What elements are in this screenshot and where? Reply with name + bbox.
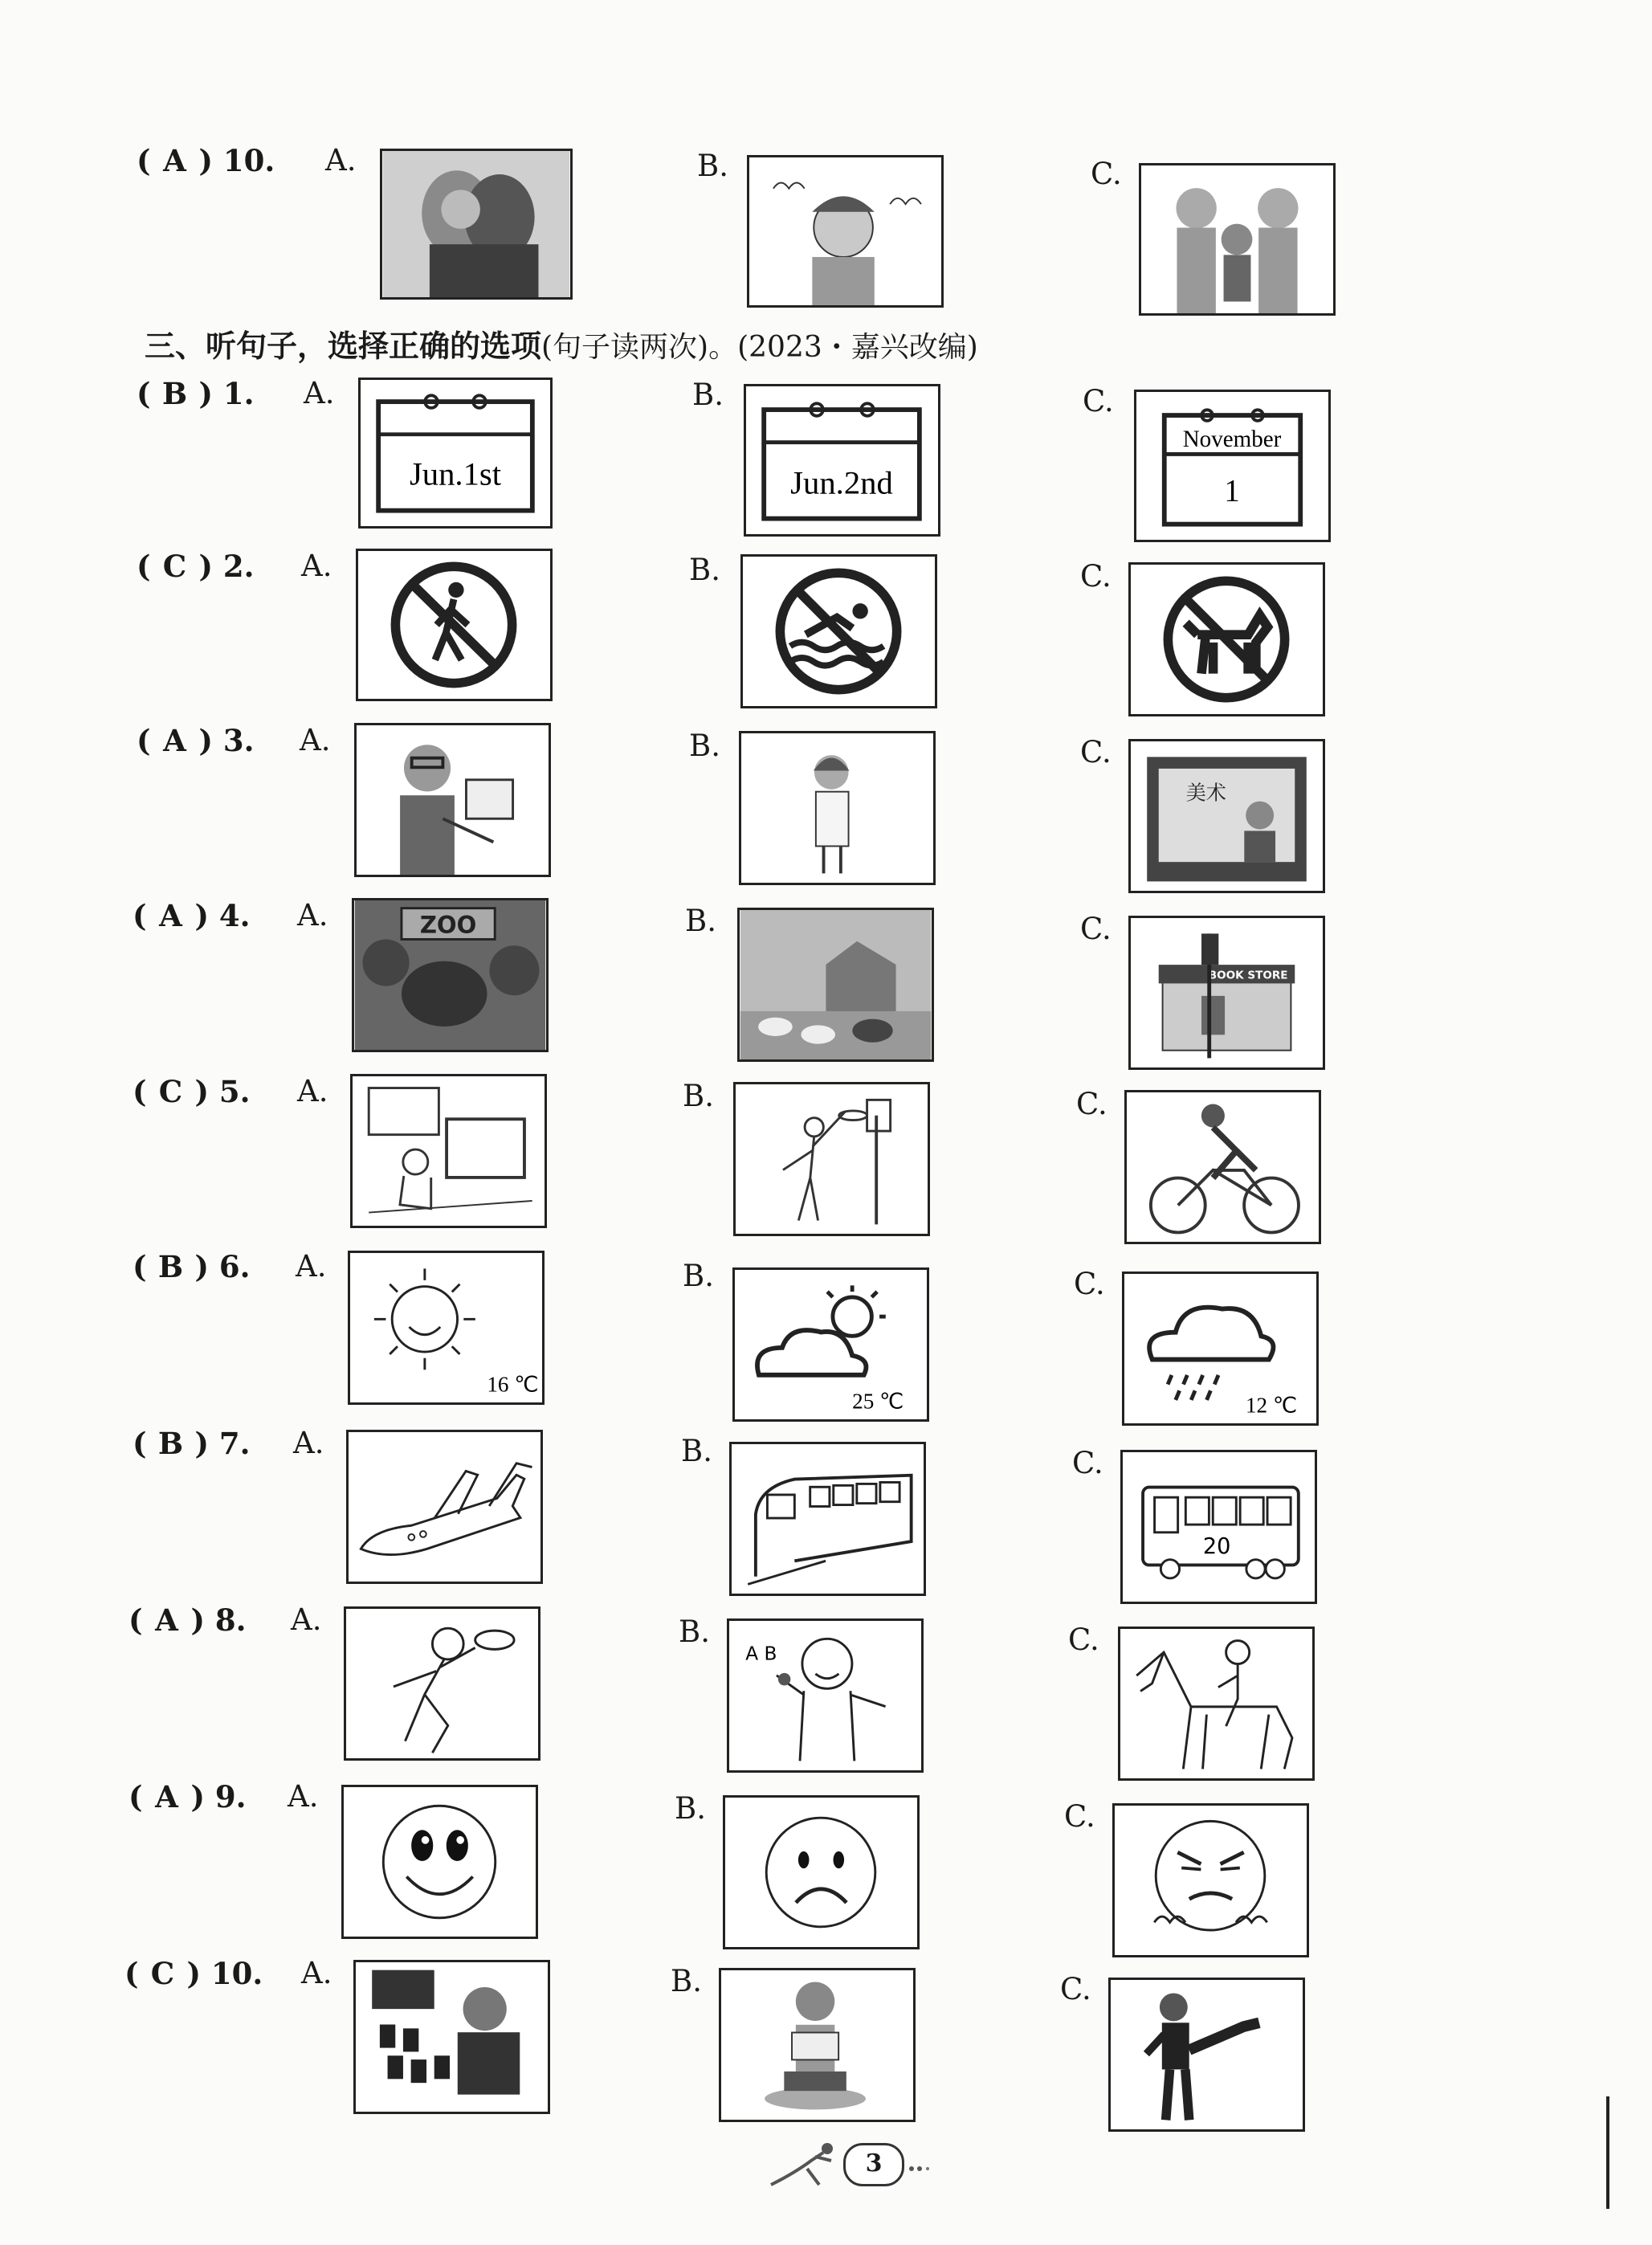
answer-mark: A bbox=[155, 1779, 178, 1814]
question-number: ( A ) 8. bbox=[128, 1602, 247, 1638]
cinema-picture bbox=[353, 1960, 550, 2114]
answer-mark: B bbox=[161, 376, 188, 411]
svg-text:20: 20 bbox=[1202, 1533, 1231, 1559]
answer-mark: A bbox=[163, 143, 186, 178]
singing-picture bbox=[727, 1618, 924, 1773]
option-a-label: A. bbox=[297, 898, 328, 933]
watching-tv-picture bbox=[350, 1074, 547, 1228]
calendar-jun-1st bbox=[358, 378, 553, 529]
option-c-label: C. bbox=[1091, 157, 1122, 191]
cloudy-weather-picture bbox=[732, 1267, 929, 1422]
answer-mark: A bbox=[159, 898, 182, 933]
farm-picture bbox=[737, 908, 934, 1062]
page-number: 3 bbox=[843, 2143, 904, 2186]
option-c-label: C. bbox=[1076, 1087, 1107, 1121]
happy-face-picture bbox=[341, 1785, 538, 1939]
option-a-label: A. bbox=[301, 1956, 332, 1990]
option-c-label: C. bbox=[1074, 1267, 1105, 1301]
svg-text:25 ℃: 25 ℃ bbox=[852, 1389, 904, 1414]
section-note: (句子读两次)。(2023・嘉兴改编) bbox=[541, 331, 978, 364]
train-picture bbox=[729, 1442, 926, 1596]
option-b-label: B. bbox=[681, 1434, 712, 1468]
reading-boy-picture bbox=[719, 1968, 916, 2122]
answer-mark: C bbox=[162, 549, 187, 584]
option-a-label: A. bbox=[325, 143, 357, 178]
frisbee-picture bbox=[344, 1606, 540, 1761]
angry-boy-picture bbox=[747, 155, 944, 308]
answer-mark: B bbox=[157, 1249, 184, 1284]
no-dogs-sign bbox=[1128, 562, 1325, 716]
question-number: ( C ) 2. bbox=[137, 549, 255, 584]
question-number: ( B ) 1. bbox=[137, 376, 255, 411]
option-b-label: B. bbox=[671, 1964, 702, 1998]
question-number: ( A ) 9. bbox=[128, 1779, 247, 1814]
option-a-label: A. bbox=[304, 376, 335, 410]
basketball-picture bbox=[733, 1082, 930, 1236]
bus-picture bbox=[1120, 1450, 1317, 1604]
rainy-weather-picture bbox=[1122, 1271, 1319, 1426]
svg-text:Jun.1st: Jun.1st bbox=[409, 455, 502, 492]
calendar-november-1 bbox=[1134, 390, 1331, 542]
svg-text:ZOO: ZOO bbox=[419, 911, 477, 939]
family-picture bbox=[1139, 163, 1336, 316]
question-number: ( C ) 5. bbox=[133, 1074, 251, 1109]
question-number: ( B ) 7. bbox=[133, 1426, 251, 1461]
no-walking-sign bbox=[356, 549, 553, 701]
hug-picture bbox=[380, 149, 573, 300]
option-b-label: B. bbox=[692, 378, 724, 412]
option-c-label: C. bbox=[1060, 1972, 1091, 2006]
option-c-label: C. bbox=[1083, 384, 1114, 418]
sunny-weather-picture bbox=[348, 1251, 545, 1405]
option-b-label: B. bbox=[685, 904, 716, 938]
option-b-label: B. bbox=[689, 553, 720, 587]
question-number: ( C ) 10. bbox=[124, 1956, 263, 1991]
option-c-label: C. bbox=[1080, 912, 1112, 946]
svg-text:美术: 美术 bbox=[1185, 781, 1226, 805]
option-a-label: A. bbox=[293, 1426, 324, 1460]
option-b-label: B. bbox=[689, 729, 720, 763]
svg-text:November: November bbox=[1182, 426, 1282, 452]
answer-mark: C bbox=[158, 1074, 183, 1109]
option-a-label: A. bbox=[297, 1074, 328, 1108]
option-b-label: B. bbox=[675, 1791, 706, 1826]
svg-text:16 ℃: 16 ℃ bbox=[487, 1372, 539, 1397]
option-a-label: A. bbox=[300, 723, 331, 757]
option-c-label: C. bbox=[1064, 1799, 1095, 1834]
kung-fu-picture bbox=[1108, 1978, 1305, 2132]
option-b-label: B. bbox=[683, 1259, 714, 1293]
calendar-jun-2nd bbox=[744, 384, 940, 537]
svg-text:12 ℃: 12 ℃ bbox=[1245, 1393, 1298, 1418]
svg-text:A B: A B bbox=[745, 1643, 777, 1665]
option-a-label: A. bbox=[301, 549, 332, 583]
teacher-picture bbox=[354, 723, 551, 877]
svg-text:1: 1 bbox=[1224, 473, 1240, 508]
option-a-label: A. bbox=[296, 1249, 327, 1284]
bookstore-picture bbox=[1128, 916, 1325, 1070]
section-heading: 三、听句子，选择正确的选项(句子读两次)。(2023・嘉兴改编) bbox=[145, 328, 978, 364]
prev-question-number: ( A ) 10. bbox=[137, 143, 275, 178]
art-class-picture bbox=[1128, 739, 1325, 893]
answer-mark: A bbox=[163, 723, 186, 758]
option-b-label: B. bbox=[679, 1614, 710, 1649]
question-number: ( B ) 6. bbox=[133, 1249, 251, 1284]
question-number: ( A ) 3. bbox=[137, 723, 255, 758]
doctor-picture bbox=[739, 731, 936, 885]
angry-face-picture bbox=[1112, 1803, 1309, 1957]
sad-face-picture bbox=[723, 1795, 920, 1949]
option-b-label: B. bbox=[697, 149, 728, 183]
answer-mark: A bbox=[155, 1602, 178, 1638]
zoo-picture bbox=[352, 898, 549, 1052]
answer-mark: C bbox=[150, 1956, 175, 1991]
margin-line bbox=[1606, 2096, 1609, 2209]
cycling-picture bbox=[1124, 1090, 1321, 1244]
option-c-label: C. bbox=[1080, 559, 1112, 594]
airplane-picture bbox=[346, 1430, 543, 1584]
svg-text:Jun.2nd: Jun.2nd bbox=[790, 464, 893, 501]
svg-text:BOOK STORE: BOOK STORE bbox=[1208, 969, 1288, 982]
horse-riding-picture bbox=[1118, 1627, 1315, 1781]
question-number: ( A ) 4. bbox=[133, 898, 251, 933]
option-a-label: A. bbox=[291, 1602, 322, 1637]
no-swimming-sign bbox=[740, 554, 937, 708]
option-c-label: C. bbox=[1080, 735, 1112, 769]
option-a-label: A. bbox=[288, 1779, 319, 1814]
option-b-label: B. bbox=[683, 1079, 714, 1113]
answer-mark: B bbox=[157, 1426, 184, 1461]
option-c-label: C. bbox=[1068, 1623, 1099, 1657]
option-c-label: C. bbox=[1072, 1446, 1103, 1480]
